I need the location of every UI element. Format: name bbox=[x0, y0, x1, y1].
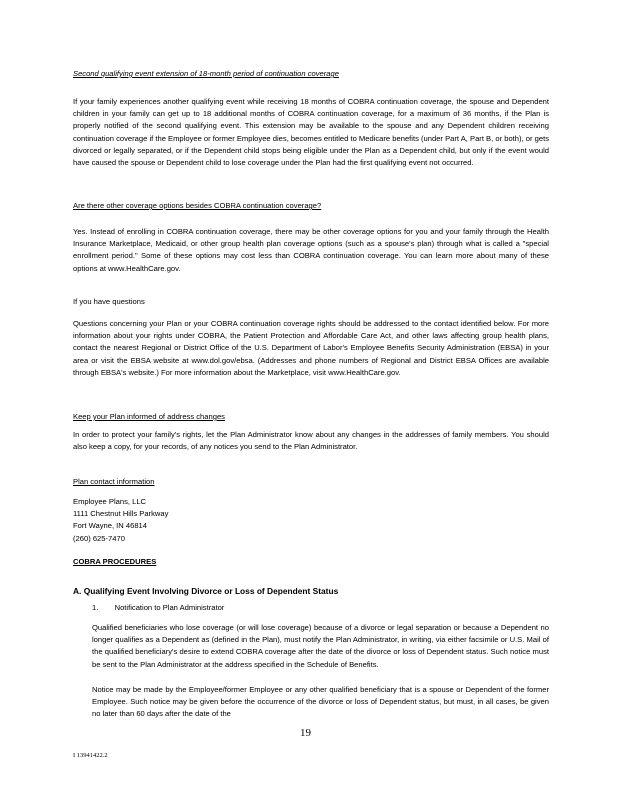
paragraph-address: In order to protect your family's rights, let the Plan Administrator know about any changes in the addresses of family members. You should also keep a copy, for your records, of any notices you send to the Plan Administrator. bbox=[73, 430, 549, 452]
paragraph-other-options: Yes. Instead of enrolling in COBRA continuation coverage, there may be other coverage options for you and your family through the Health Insurance Marketplace, Medicaid, or other group health plan coverage options (such as a spouse's plan) through what is called a "special enrollment period." Some of these options may cost less than COBRA continuation coverage. You can learn more about many of these options at www.HealthCare.gov. bbox=[73, 227, 549, 273]
contact-line: Employee Plans, LLC bbox=[73, 497, 147, 506]
section-title-other-options: Are there other coverage options besides COBRA continuation coverage? bbox=[73, 201, 322, 210]
item-1-title: Notification to Plan Administrator bbox=[114, 603, 225, 612]
paragraph-notification: Qualified beneficiaries who lose coverage (or will lose coverage) because of a divorce or legal separation or because a Dependent no longer qualifies as a Dependent as (defined in the Plan), must notify the Plan Administrator, in writing, via either facsimile or U.S. Mail of the qualified beneficiary's desire to extend COBRA coverage after the date of the divorce or loss of Dependent status. Such notice must be sent to the Plan Administrator at the address specified in the Schedule of Benefits. bbox=[92, 623, 549, 669]
page-number: 19 bbox=[300, 727, 311, 739]
subsection-title-a: A. Qualifying Event Involving Divorce or Loss of Dependent Status bbox=[73, 586, 339, 596]
contact-line: Fort Wayne, IN 46814 bbox=[73, 521, 148, 531]
document-id: I 13941422.2 bbox=[73, 752, 108, 759]
item-1-heading bbox=[92, 602, 549, 614]
contact-line: (260) 625-7470 bbox=[73, 533, 125, 543]
contact-line: 1111 Chestnut Hills Parkway bbox=[73, 509, 169, 519]
paragraph-questions: Questions concerning your Plan or your COBRA continuation coverage rights should be addressed to the contact identified below. For more information about your rights under COBRA, the Patient Protection and Affordable Care Act, and other laws affecting group health plans, contact the nearest Regional or District Office of the U.S. Department of Labor's Employee Benefits Security Administration (EBSA) in your area or visit the EBSA website at www.dol.gov/ebsa. (Addresses and phone numbers of Regional and District EBSA Offices are available through EBSA's website.) For more information about the Marketplace, visit www.HealthCare.gov. bbox=[73, 319, 549, 377]
section-title-extension: Second qualifying event extension of 18-month period of continuation coverage bbox=[73, 69, 339, 78]
paragraph-extension: If your family experiences another qualifying event while receiving 18 months of COBRA continuation coverage, the spouse and Dependent children in your family can get up to 18 additional months of COBRA continuation coverage, for a maximum of 36 months, if the Plan is properly notified of the second qualifying event. This extension may be available to the spouse and any Dependent children receiving continuation coverage if the Employee or former Employee dies, becomes entitled to Medicare benefits (under Part A, Part B, or both), or gets divorced or legally separated, or if the Dependent child stops being eligible under the Plan as a Dependent child, but only if the event would have caused the spouse or Dependent child to lose coverage under the Plan had the first qualifying event not occurred. bbox=[73, 97, 549, 168]
paragraph-notice: Notice may be made by the Employee/former Employee or any other qualified beneficiary that is a spouse or Dependent of the former Employee. Such notice may be given before the occurrence of the divorce or loss of Dependent status, but must, in all cases, be given no later than 60 days after the date of the bbox=[92, 685, 549, 719]
contact-block bbox=[73, 496, 549, 545]
section-title-questions: If you have questions bbox=[73, 297, 145, 306]
item-1-number: 1. bbox=[92, 603, 99, 612]
section-title-address: Keep your Plan informed of address changes bbox=[73, 412, 225, 421]
section-title-contact: Plan contact information bbox=[73, 477, 155, 486]
cobra-procedures-title: COBRA PROCEDURES bbox=[73, 557, 157, 566]
